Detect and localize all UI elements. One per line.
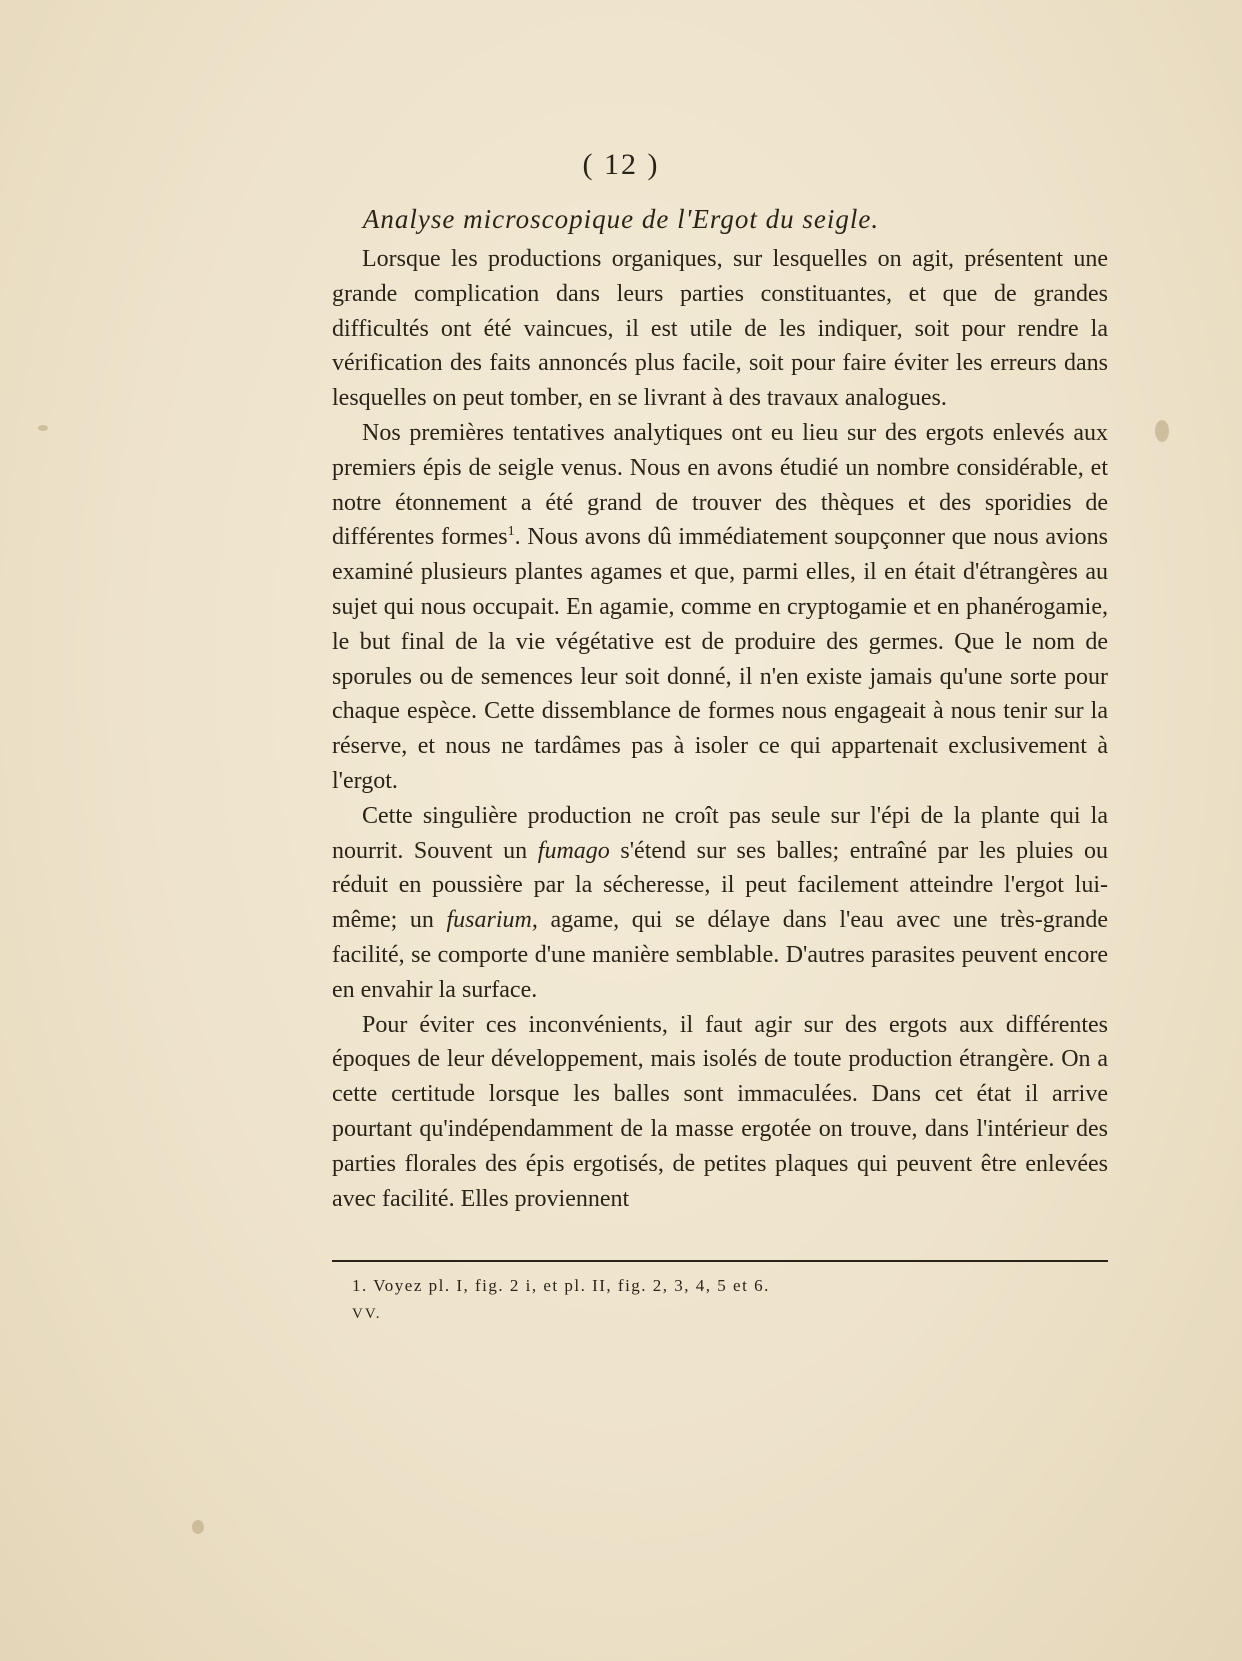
paragraph-3-text-2: s'étend sur ses balles; entraîné par les pluies ou réduit en poussière par la sécheresse, il peut facilement atteindre l'ergot lui-même; un	[332, 837, 1108, 934]
paper-stain	[192, 1520, 204, 1534]
paragraph-2	[332, 416, 1108, 799]
paper-stain	[38, 425, 48, 431]
footnote-reference: 1	[507, 524, 515, 540]
paragraph-2-text-before: Nos premières tentatives analytiques ont eu lieu sur des ergots enlevés aux premiers épis de seigle venus. Nous en avons étudié un nombre considérable, et notre étonnement a été grand de trouver des thèques et des sporidies de différentes formes	[332, 419, 1108, 551]
paragraph-1-text: Lorsque les productions organiques, sur lesquelles on agit, présentent une grande complication dans leurs parties constituantes, et que de grandes difficultés ont été vaincues, il est utile de les indiquer, soit pour rendre la vérification des faits annoncés plus facile, soit pour faire éviter les erreurs dans lesquelles on peut tomber, en se livrant à des travaux analogues.	[332, 246, 1108, 412]
italic-fumago: fumago	[537, 837, 610, 864]
page-number: ( 12 )	[582, 148, 660, 181]
section-title: Analyse microscopique de l'Ergot du seigle.	[362, 204, 880, 234]
paragraph-1	[332, 242, 1108, 416]
paragraph-3-text-3: agame, qui se délaye dans l'eau avec une très-grande facilité, se comporte d'une manière semblable. D'autres parasites peuvent encore en envahir la surface.	[332, 907, 1109, 1003]
footnote: 1. Voyez pl. I, fig. 2 i, et pl. II, fig. 2, 3, 4, 5 et 6.	[352, 1276, 770, 1295]
body-text	[332, 242, 1108, 1216]
italic-fusarium: fusarium,	[446, 907, 538, 934]
paragraph-3-text-1: Cette singulière production ne croît pas seule sur l'épi de la plante qui la nourrit. Souvent un	[332, 802, 1108, 864]
footnote-rule	[332, 1260, 1108, 1262]
signature-mark: VV.	[352, 1306, 382, 1322]
paragraph-4-text: Pour éviter ces inconvénients, il faut agir sur des ergots aux différentes époques de leur développement, mais isolés de toute production étrangère. On a cette certitude lorsque les balles sont immaculées. Dans cet état il arrive pourtant qu'indépendamment de la masse ergotée on trouve, dans l'intérieur des parties florales des épis ergotisés, de petites plaques qui peuvent être enlevées avec facilité. Elles proviennent	[332, 1011, 1108, 1212]
paragraph-4	[332, 1008, 1108, 1217]
paper-stain	[1155, 420, 1169, 442]
paragraph-2-text-after: . Nous avons dû immédiatement soupçonner que nous avions examiné plusieurs plantes agames et que, parmi elles, il en était d'étrangères au sujet qui nous occupait. En agamie, comme en cryptogamie et en phanérogamie, le but final de la vie végétative est de produire des germes. Que le nom de sporules ou de semences leur soit donné, il n'en existe jamais qu'une sorte pour chaque espèce. Cette dissemblance de formes nous engageait à nous tenir sur la réserve, et nous ne tardâmes pas à isoler ce qui appartenait exclusivement à l'ergot.	[332, 524, 1108, 794]
paragraph-3	[332, 799, 1108, 1008]
